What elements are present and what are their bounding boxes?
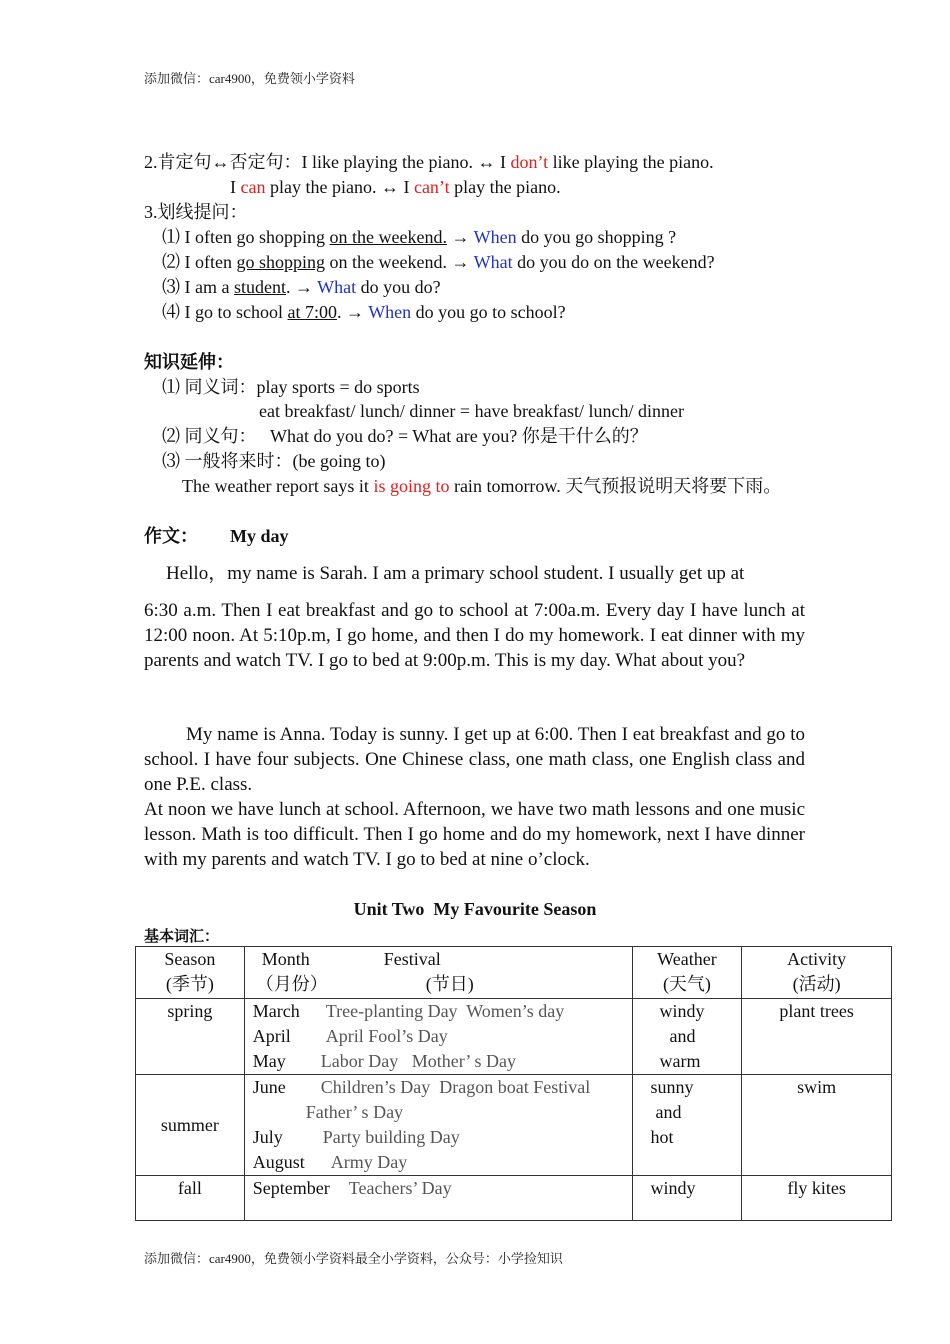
month-name: July bbox=[252, 1127, 283, 1147]
month-line bbox=[253, 1049, 632, 1074]
modal-word: can bbox=[240, 177, 266, 197]
header-line bbox=[262, 947, 632, 972]
header-text: Festival bbox=[383, 949, 441, 969]
table-row bbox=[136, 1075, 892, 1176]
negative-word: don’t bbox=[510, 152, 549, 172]
festival-name: April Fool’s Day bbox=[325, 1026, 448, 1046]
table-row bbox=[136, 999, 892, 1075]
question-text: . → bbox=[337, 302, 369, 322]
sentence-text: play the piano. ↔ I bbox=[265, 177, 414, 197]
weather-word: and bbox=[669, 1026, 696, 1046]
extension-line4 bbox=[182, 474, 781, 499]
month-line bbox=[253, 999, 632, 1024]
season-cell bbox=[136, 1176, 245, 1221]
activity-cell bbox=[742, 1176, 892, 1221]
vocab-table bbox=[135, 946, 892, 1221]
question-text: do you go shopping ? bbox=[516, 227, 677, 247]
header-text: Season bbox=[164, 949, 216, 969]
question-1 bbox=[162, 225, 676, 250]
section2-line1 bbox=[144, 150, 714, 175]
extension-line3: ⑶ 一般将来时：(be going to) bbox=[162, 451, 386, 471]
month-name: April bbox=[252, 1026, 291, 1046]
header-text: Activity bbox=[787, 949, 847, 969]
month-name: September bbox=[252, 1178, 330, 1198]
table-header-row bbox=[136, 947, 892, 999]
header-text: (季节) bbox=[165, 974, 214, 994]
paragraph2: My name is Anna. Today is sunny. I get up at 6:00. Then I eat breakfast and go to school. I have four subjects. One Chinese class, one math class, one English class and one P.E. class. bbox=[144, 724, 805, 795]
header-note: 添加微信：car4900，免费领小学资料 bbox=[144, 71, 355, 86]
paragraph1-first-line: Hello，my name is Sarah. I am a primary school student. I usually get up at bbox=[166, 563, 745, 584]
table-row bbox=[136, 1176, 892, 1221]
header-text: Weather bbox=[657, 949, 717, 969]
festival-name: Tree-planting Day Women’s day bbox=[325, 1001, 565, 1021]
weather-word: sunny bbox=[650, 1077, 694, 1097]
month-name: June bbox=[252, 1077, 286, 1097]
wh-word: What bbox=[473, 252, 513, 272]
question-2 bbox=[162, 250, 715, 275]
question-4 bbox=[162, 300, 566, 325]
season-name: fall bbox=[177, 1178, 202, 1198]
question-number: ⑵ bbox=[162, 252, 180, 272]
month-name: August bbox=[252, 1152, 305, 1172]
month-line bbox=[253, 1125, 632, 1150]
weather-word: windy bbox=[659, 1001, 705, 1021]
weather-word: hot bbox=[650, 1127, 674, 1147]
question-number: ⑶ bbox=[162, 277, 180, 297]
festival-name: Army Day bbox=[330, 1152, 408, 1172]
festival-name: Teachers’ Day bbox=[348, 1178, 452, 1198]
month-line bbox=[253, 1075, 632, 1100]
sentence-text: play the piano. bbox=[449, 177, 561, 197]
question-text: I often go shopping bbox=[180, 227, 330, 247]
activity-name: fly kites bbox=[787, 1178, 846, 1198]
weather-cell bbox=[632, 1176, 742, 1221]
activity-name: plant trees bbox=[779, 1001, 854, 1021]
month-festival-cell bbox=[244, 1176, 632, 1221]
footer-note: 添加微信：car4900，免费领小学资料最全小学资料，公众号：小学捡知识 bbox=[144, 1251, 563, 1266]
vocab-label: 基本词汇： bbox=[144, 929, 220, 945]
underlined-phrase: on the weekend. bbox=[329, 227, 447, 247]
festival-name: Party building Day bbox=[322, 1127, 460, 1147]
month-line bbox=[253, 1150, 632, 1175]
question-3 bbox=[162, 275, 441, 300]
arrow: → bbox=[446, 227, 474, 247]
sentence-text: I bbox=[230, 177, 241, 197]
month-festival-cell bbox=[244, 999, 632, 1075]
extension-title: 知识延伸： bbox=[144, 352, 234, 372]
section2-line2 bbox=[230, 175, 561, 200]
header-text: Month bbox=[261, 949, 310, 969]
extension-line2: ⑵ 同义句： What do you do? = What are you? 你是干什么的？ bbox=[162, 426, 648, 446]
question-number: ⑴ bbox=[162, 227, 180, 247]
activity-name: swim bbox=[797, 1077, 837, 1097]
wh-word: What bbox=[317, 277, 357, 297]
unit-title: Unit Two My Favourite Season bbox=[353, 899, 597, 919]
weather-word: windy bbox=[650, 1178, 696, 1198]
season-name: summer bbox=[160, 1114, 219, 1135]
sentence-text: I like playing the piano. ↔ I bbox=[301, 152, 511, 172]
header-activity bbox=[742, 947, 892, 999]
activity-cell bbox=[742, 999, 892, 1075]
question-text: I go to school bbox=[180, 302, 288, 322]
negative-word: can’t bbox=[413, 177, 450, 197]
sentence-text: The weather report says it bbox=[182, 476, 374, 496]
question-text: do you do? bbox=[356, 277, 441, 297]
extension-line1: ⑴ 同义词：play sports = do sports bbox=[162, 377, 420, 397]
weather-cell bbox=[632, 999, 742, 1075]
header-text: (节日) bbox=[425, 974, 474, 994]
section3-label: 3.划线提问： bbox=[144, 202, 248, 222]
month-name: May bbox=[252, 1051, 286, 1071]
underlined-phrase: at 7:00 bbox=[287, 302, 337, 322]
header-text: （月份） bbox=[255, 974, 328, 994]
month-line bbox=[253, 1100, 632, 1125]
paragraph1-rest: 6:30 a.m. Then I eat breakfast and go to school at 7:00a.m. Every day I have lunch at 12:00 noon. At 5:10p.m, I go home, and then I do my homework. I eat dinner with my parents and watch TV. I go to bed at 9:00p.m. This is my day. What about you? bbox=[144, 600, 805, 671]
weather-word: warm bbox=[659, 1051, 701, 1071]
question-text: do you go to school? bbox=[411, 302, 566, 322]
sentence-text: like playing the piano. bbox=[548, 152, 714, 172]
header-text: (活动) bbox=[792, 974, 841, 994]
month-name: March bbox=[252, 1001, 300, 1021]
season-name: spring bbox=[167, 1001, 213, 1021]
activity-cell bbox=[742, 1075, 892, 1176]
sentence-text: rain tomorrow. 天气预报说明天将要下雨。 bbox=[449, 476, 782, 496]
header-line bbox=[256, 972, 632, 997]
composition-title: My day bbox=[230, 526, 289, 546]
month-line bbox=[253, 1176, 632, 1201]
header-text: (天气) bbox=[662, 974, 711, 994]
wh-word: When bbox=[368, 302, 412, 322]
weather-word: and bbox=[655, 1102, 682, 1122]
question-text: do you do on the weekend? bbox=[512, 252, 715, 272]
weather-cell bbox=[632, 1075, 742, 1176]
season-cell bbox=[136, 1075, 245, 1176]
festival-name: Labor Day Mother’ s Day bbox=[320, 1051, 517, 1071]
month-festival-cell bbox=[244, 1075, 632, 1176]
question-text: . → bbox=[285, 277, 318, 297]
month-line bbox=[253, 1024, 632, 1049]
question-number: ⑷ bbox=[162, 302, 180, 322]
header-weather bbox=[632, 947, 742, 999]
question-text: I often bbox=[180, 252, 237, 272]
season-cell bbox=[136, 999, 245, 1075]
question-text: on the weekend. → bbox=[325, 252, 474, 272]
underlined-phrase: student bbox=[233, 277, 286, 297]
composition-label: 作文： bbox=[144, 526, 198, 546]
festival-name: Children’s Day Dragon boat Festival bbox=[320, 1077, 591, 1097]
festival-name: Father’ s Day bbox=[305, 1102, 404, 1122]
question-text: I am a bbox=[180, 277, 234, 297]
header-season bbox=[136, 947, 245, 999]
section2-label: 2.肯定句↔否定句： bbox=[144, 152, 302, 172]
wh-word: When bbox=[473, 227, 517, 247]
paragraph3: At noon we have lunch at school. Afternoon, we have two math lessons and one music lesson. Math is too difficult. Then I go home and do my homework, next I have dinner with my parents and watch TV. I go to bed at nine o’clock. bbox=[144, 799, 805, 870]
header-month-festival bbox=[244, 947, 632, 999]
extension-line1b: eat breakfast/ lunch/ dinner = have breakfast/ lunch/ dinner bbox=[259, 401, 684, 421]
underlined-phrase: go shopping bbox=[236, 252, 325, 272]
highlight-phrase: is going to bbox=[373, 476, 450, 496]
